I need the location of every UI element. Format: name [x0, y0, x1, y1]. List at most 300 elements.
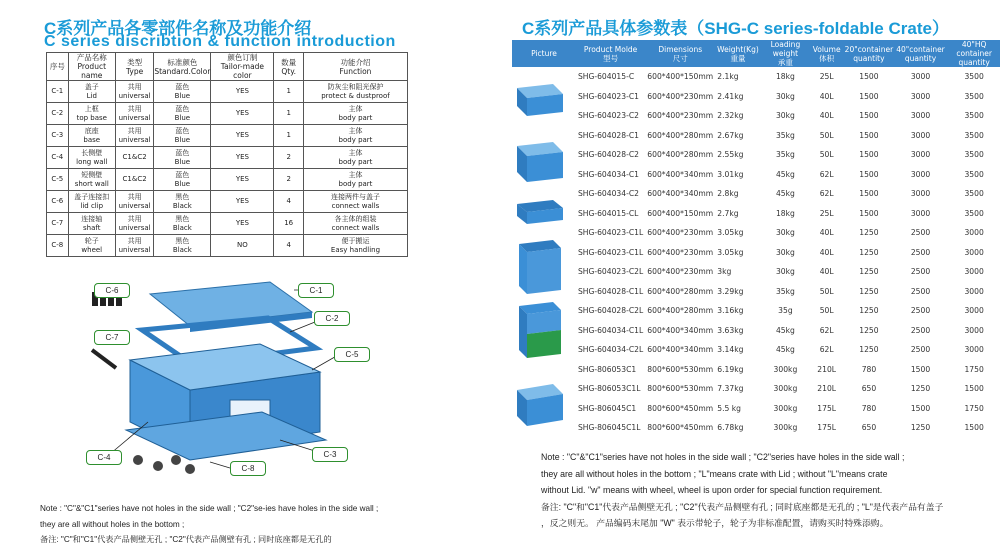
spec-cell-dim: 600*400*230mm: [647, 91, 714, 101]
parts-cell-text: C-5: [51, 175, 64, 184]
parts-table-row: [47, 81, 408, 103]
spec-cell-load: 35kg: [775, 286, 795, 296]
spec-cell-q40: 2500: [910, 267, 931, 277]
crate-photo: [513, 300, 565, 362]
spec-header-text: Loading weight: [770, 40, 801, 58]
parts-table-cell: [68, 125, 115, 147]
spec-table-row: [512, 282, 1000, 302]
shaft-part: [92, 350, 116, 368]
spec-header-text: 40"container: [896, 44, 945, 54]
parts-cell-text: universal: [118, 91, 151, 100]
parts-cell-text: 连接轴: [81, 215, 103, 223]
spec-table: [512, 40, 1000, 438]
parts-header-cell: [47, 53, 69, 81]
parts-table-cell: [115, 81, 153, 103]
parts-cell-text: long wall: [76, 157, 108, 166]
spec-cell-vol: 50L: [819, 150, 834, 160]
parts-cell-text: C-8: [51, 241, 64, 250]
spec-table-row: [512, 106, 1000, 126]
parts-cell-text: Blue: [174, 179, 191, 188]
spec-cell-q40: 1500: [910, 364, 931, 374]
spec-cell-q40: 2500: [910, 306, 931, 316]
spec-table-row: [512, 418, 1000, 438]
parts-header-text: Function: [339, 66, 372, 76]
spec-cell-q20: 1500: [859, 208, 879, 218]
spec-cell-qhq: 3500: [964, 72, 984, 82]
parts-cell-text: universal: [118, 223, 151, 232]
spec-table-row: [512, 243, 1000, 263]
parts-cell-text: 蓝色: [175, 105, 190, 113]
parts-cell-text: C-3: [51, 131, 64, 140]
spec-cell-dim: 600*400*150mm: [647, 72, 714, 82]
spec-cell-vol: 40L: [819, 267, 834, 277]
spec-cell-dim: 600*400*280mm: [647, 286, 714, 296]
spec-cell-q20: 1250: [859, 306, 879, 316]
parts-table-cell: [211, 103, 274, 125]
callout-c2: C-2: [314, 311, 350, 326]
spec-cell-model: SHG-604015-CL: [577, 208, 639, 218]
spec-header-text: Picture: [531, 49, 557, 58]
spec-cell-q40: 2500: [910, 247, 931, 257]
spec-cell-weight: 3.05kg: [717, 247, 744, 257]
parts-cell-text: wheel: [81, 245, 103, 254]
parts-cell-text: 主体: [348, 127, 363, 135]
spec-cell-vol: 40L: [819, 228, 834, 238]
parts-table-cell: [47, 191, 69, 213]
parts-table-cell: [211, 81, 274, 103]
right-note-line5: ，反之则无。 产品编码末尾加 "W" 表示带轮子，轮子为非标准配置，请购买时特殊添购。: [541, 518, 889, 528]
parts-cell-text: 盖子: [84, 83, 99, 91]
parts-cell-text: 共用: [127, 83, 142, 91]
parts-table-cell: [47, 147, 69, 169]
spec-cell-model: SHG-806053C1: [577, 364, 637, 374]
spec-cell-load: 30kg: [775, 267, 795, 277]
parts-table-cell: [47, 169, 69, 191]
parts-cell-text: protect & dustproof: [321, 91, 390, 100]
parts-cell-text: 黑色: [175, 215, 190, 223]
crate-photo: [513, 138, 565, 186]
parts-cell-text: 2: [286, 175, 291, 184]
spec-cell-q20: 1500: [859, 91, 879, 101]
parts-cell-text: 蓝色: [175, 83, 190, 91]
spec-cell-weight: 2.32kg: [717, 111, 744, 121]
spec-cell-weight: 7.37kg: [717, 384, 744, 394]
spec-cell-qhq: 3500: [964, 208, 984, 218]
left-title-cn: C系列产品各零部件名称及功能介绍: [44, 19, 312, 38]
spec-cell-qhq: 3500: [964, 150, 984, 160]
parts-cell-text: 黑色: [175, 193, 190, 201]
parts-header-cell: [154, 53, 211, 81]
spec-cell-dim: 600*400*150mm: [647, 208, 714, 218]
spec-cell-dim: 600*400*230mm: [647, 247, 714, 257]
spec-cell-load: 300kg: [773, 364, 798, 374]
parts-table-row: [47, 125, 408, 147]
parts-table-cell: [154, 147, 211, 169]
parts-cell-text: 1: [286, 87, 291, 96]
spec-table-row: [512, 301, 1000, 321]
parts-cell-text: C1&C2: [122, 153, 147, 162]
parts-cell-text: body part: [338, 113, 373, 122]
parts-table-cell: [115, 191, 153, 213]
spec-header-cell: [715, 40, 760, 67]
spec-cell-model: SHG-604028-C2L: [577, 306, 644, 316]
parts-cell-text: C-6: [51, 197, 64, 206]
spec-cell-model: SHG-604015-C: [577, 72, 635, 82]
parts-table-cell: [115, 125, 153, 147]
spec-cell-model: SHG-604028-C2: [577, 150, 639, 160]
callout-c3: C-3: [312, 447, 348, 462]
spec-cell-q40: 3000: [910, 150, 931, 160]
spec-cell-load: 30kg: [775, 111, 795, 121]
spec-cell-load: 30kg: [775, 228, 795, 238]
crate-photo: [513, 80, 565, 120]
spec-cell-load: 18kg: [775, 72, 795, 82]
spec-header-cell: [843, 40, 895, 67]
spec-cell-load: 30kg: [775, 247, 795, 257]
spec-header-text: quantity: [904, 53, 937, 63]
spec-cell-qhq: 1750: [964, 403, 984, 413]
spec-cell-q40: 2500: [910, 228, 931, 238]
parts-header-cell: [68, 53, 115, 81]
parts-cell-text: 长侧壁: [81, 149, 103, 157]
spec-cell-q40: 1500: [910, 403, 931, 413]
spec-cell-dim: 600*400*340mm: [647, 169, 714, 179]
spec-cell-q20: 1250: [859, 267, 879, 277]
parts-cell-text: 共用: [127, 237, 142, 245]
spec-cell-q20: 650: [861, 423, 877, 433]
parts-cell-text: short wall: [74, 179, 109, 188]
parts-cell-text: 主体: [348, 171, 363, 179]
spec-table-row: [512, 184, 1000, 204]
parts-cell-text: Black: [172, 223, 192, 232]
parts-table-cell: [211, 125, 274, 147]
spec-cell-weight: 2.8kg: [717, 189, 739, 199]
left-title-en: C series discribtion & function introduction: [44, 33, 396, 50]
spec-cell-model: SHG-806053C1L: [577, 384, 641, 394]
spec-cell-dim: 600*400*340mm: [647, 325, 714, 335]
parts-table-cell: [303, 213, 407, 235]
spec-cell-q40: 1250: [910, 384, 931, 394]
spec-cell-q20: 780: [861, 403, 877, 413]
spec-cell-q20: 1250: [859, 247, 879, 257]
spec-cell-q20: 650: [861, 384, 877, 394]
spec-cell-q20: 1250: [859, 345, 879, 355]
spec-cell-load: 300kg: [773, 423, 798, 433]
callout-c6: C-6: [94, 283, 130, 298]
spec-cell-model: SHG-604023-C1L: [577, 228, 644, 238]
parts-header-text: Standard.Color: [154, 66, 211, 76]
parts-cell-text: connect walls: [331, 201, 380, 210]
parts-cell-text: lid clip: [80, 201, 104, 210]
parts-cell-text: 底座: [84, 127, 99, 135]
parts-table-cell: [303, 191, 407, 213]
spec-cell-q40: 3000: [910, 189, 931, 199]
left-note-line2: they are all without holes in the bottom ;: [40, 519, 185, 529]
parts-table-row: [47, 147, 408, 169]
spec-cell-q40: 3000: [910, 208, 931, 218]
parts-cell-text: 各主体的组装: [334, 215, 377, 223]
spec-cell-vol: 25L: [819, 72, 834, 82]
parts-table-cell: [68, 213, 115, 235]
parts-cell-text: YES: [235, 131, 249, 140]
parts-header-text: 标准颜色: [167, 57, 198, 67]
parts-cell-text: universal: [118, 201, 151, 210]
spec-header-text: quantity: [958, 58, 990, 67]
parts-table-cell: [211, 147, 274, 169]
spec-cell-weight: 3kg: [717, 267, 732, 277]
spec-cell-q40: 3000: [910, 169, 931, 179]
spec-cell-q40: 2500: [910, 345, 931, 355]
spec-cell-load: 45kg: [775, 189, 795, 199]
spec-cell-load: 300kg: [773, 384, 798, 394]
parts-header-text: Type: [125, 66, 144, 76]
spec-cell-qhq: 3000: [964, 247, 984, 257]
parts-cell-text: 共用: [127, 215, 142, 223]
spec-header-text: 40"HQ container: [956, 40, 992, 58]
spec-table-row: [512, 145, 1000, 165]
parts-cell-text: shaft: [83, 223, 101, 232]
spec-cell-weight: 3.16kg: [717, 306, 744, 316]
spec-cell-weight: 2.1kg: [717, 72, 739, 82]
spec-cell-vol: 40L: [819, 111, 834, 121]
spec-header-cell: [946, 40, 1000, 67]
spec-cell-model: SHG-604028-C1: [577, 130, 639, 140]
right-note-line3: without Lid. "w" means with wheel, wheel is upon order for special function requirement.: [541, 485, 883, 495]
parts-table-cell: [68, 147, 115, 169]
parts-cell-text: C-7: [51, 219, 64, 228]
spec-cell-qhq: 3000: [964, 345, 984, 355]
spec-cell-vol: 62L: [819, 189, 834, 199]
spec-cell-dim: 600*400*280mm: [647, 306, 714, 316]
parts-cell-text: universal: [118, 135, 151, 144]
parts-table-row: [47, 235, 408, 257]
parts-cell-text: 蓝色: [175, 171, 190, 179]
spec-cell-dim: 600*400*230mm: [647, 111, 714, 121]
parts-table-cell: [303, 125, 407, 147]
parts-cell-text: 4: [286, 241, 291, 250]
parts-cell-text: body part: [338, 157, 373, 166]
parts-cell-text: C-4: [51, 153, 64, 162]
spec-table-row: [512, 223, 1000, 243]
spec-header-text: 承重: [777, 58, 793, 67]
parts-table-cell: [303, 103, 407, 125]
spec-cell-qhq: 1500: [964, 423, 984, 433]
parts-cell-text: YES: [235, 219, 249, 228]
parts-cell-text: Easy handling: [330, 245, 381, 254]
right-note-line1: Note : "C"&"C1"series have not holes in the side wall ; "C2"series have holes in the side wall ;: [541, 452, 905, 462]
spec-table-row: [512, 87, 1000, 107]
left-note-line1: Note : "C"&"C1"series have not holes in the side wall ; "C2"se-ies have holes in the side wall ;: [40, 504, 379, 513]
left-note-line3: 备注: "C"和"C1"代表产品侧壁无孔 ; "C2"代表产品侧壁有孔 ; 同时底座都是无孔的: [40, 535, 332, 544]
spec-header-cell: [761, 40, 811, 67]
parts-header-text: Qty.: [281, 66, 296, 76]
parts-header-text: Tailor-made color: [220, 62, 265, 80]
spec-cell-load: 35kg: [775, 130, 795, 140]
spec-cell-qhq: 3000: [964, 228, 984, 238]
spec-cell-q20: 1250: [859, 325, 879, 335]
parts-table-cell: [274, 235, 304, 257]
parts-table-cell: [211, 235, 274, 257]
spec-header-text: Weight(Kg): [717, 44, 759, 54]
parts-table-cell: [47, 235, 69, 257]
spec-table-row: [512, 262, 1000, 282]
callout-c7: C-7: [94, 330, 130, 345]
spec-cell-qhq: 1750: [964, 364, 984, 374]
parts-cell-text: Black: [172, 245, 192, 254]
spec-header-text: Dimensions: [658, 44, 703, 54]
spec-cell-q20: 1250: [859, 228, 879, 238]
parts-cell-text: base: [83, 135, 101, 144]
parts-table-cell: [274, 191, 304, 213]
parts-header-text: 类型: [127, 57, 143, 67]
parts-table-cell: [303, 81, 407, 103]
parts-table-cell: [47, 213, 69, 235]
spec-cell-qhq: 3000: [964, 286, 984, 296]
parts-header-cell: [211, 53, 274, 81]
spec-cell-vol: 50L: [819, 306, 834, 316]
spec-header-cell: [895, 40, 947, 67]
parts-cell-text: Black: [172, 201, 192, 210]
parts-cell-text: 便于搬运: [341, 237, 370, 245]
spec-table-row: [512, 360, 1000, 380]
parts-cell-text: body part: [338, 135, 373, 144]
parts-header-cell: [303, 53, 407, 81]
spec-cell-weight: 2.41kg: [717, 91, 744, 101]
spec-cell-vol: 50L: [819, 286, 834, 296]
parts-cell-text: 16: [284, 219, 294, 228]
spec-cell-dim: 600*400*280mm: [647, 150, 714, 160]
spec-table-row: [512, 165, 1000, 185]
spec-cell-load: 35kg: [775, 150, 795, 160]
spec-cell-q20: 1500: [859, 72, 879, 82]
spec-cell-q20: 1500: [859, 111, 879, 121]
spec-cell-load: 30kg: [775, 91, 795, 101]
spec-cell-vol: 25L: [819, 208, 834, 218]
spec-cell-model: SHG-806045C1: [577, 403, 637, 413]
parts-table-cell: [154, 169, 211, 191]
spec-cell-model: SHG-806045C1L: [577, 423, 641, 433]
parts-table: [46, 52, 408, 257]
parts-cell-text: 主体: [348, 149, 363, 157]
spec-cell-dim: 600*400*340mm: [647, 189, 714, 199]
spec-cell-weight: 3.14kg: [717, 345, 744, 355]
spec-cell-vol: 62L: [819, 169, 834, 179]
parts-table-cell: [303, 169, 407, 191]
parts-table-cell: [68, 191, 115, 213]
parts-cell-text: 共用: [127, 193, 142, 201]
spec-cell-model: SHG-604034-C1: [577, 169, 639, 179]
parts-cell-text: Blue: [174, 135, 191, 144]
parts-table-cell: [115, 147, 153, 169]
spec-cell-model: SHG-604023-C1: [577, 91, 639, 101]
parts-table-cell: [211, 169, 274, 191]
spec-cell-qhq: 1500: [964, 384, 984, 394]
parts-table-row: [47, 213, 408, 235]
crate-photo: [513, 198, 565, 226]
parts-cell-text: 2: [286, 153, 291, 162]
parts-table-header: [47, 53, 408, 81]
spec-cell-model: SHG-604023-C2L: [577, 267, 644, 277]
spec-cell-q20: 1500: [859, 169, 879, 179]
spec-table-header: [512, 40, 1000, 67]
parts-table-cell: [154, 213, 211, 235]
callout-c4: C-4: [86, 450, 122, 465]
callout-c1: C-1: [298, 283, 334, 298]
parts-table-cell: [68, 169, 115, 191]
parts-table-row: [47, 191, 408, 213]
spec-cell-q20: 1500: [859, 189, 879, 199]
parts-table-cell: [274, 213, 304, 235]
parts-table-cell: [154, 191, 211, 213]
parts-table-cell: [68, 103, 115, 125]
spec-picture-cell: [512, 360, 576, 380]
spec-cell-qhq: 3500: [964, 169, 984, 179]
parts-cell-text: C1&C2: [122, 175, 147, 184]
parts-cell-text: 黑色: [175, 237, 190, 245]
spec-cell-weight: 6.78kg: [717, 423, 744, 433]
parts-table-row: [47, 103, 408, 125]
spec-cell-weight: 3.01kg: [717, 169, 744, 179]
parts-cell-text: YES: [235, 197, 249, 206]
spec-header-text: 20"container: [844, 44, 894, 54]
crate-photo: [513, 238, 565, 300]
spec-cell-load: 35g: [778, 306, 793, 316]
spec-cell-dim: 600*400*340mm: [647, 345, 714, 355]
parts-table-cell: [115, 169, 153, 191]
spec-cell-qhq: 3000: [964, 267, 984, 277]
spec-table-row: [512, 67, 1000, 87]
spec-header-text: Volume: [812, 44, 841, 54]
spec-cell-weight: 2.67kg: [717, 130, 744, 140]
spec-cell-vol: 40L: [819, 91, 834, 101]
spec-cell-load: 45kg: [775, 325, 795, 335]
parts-cell-text: 连接两件与盖子: [330, 193, 380, 201]
spec-cell-dim: 800*600*450mm: [647, 403, 714, 413]
parts-cell-text: body part: [338, 179, 373, 188]
parts-cell-text: 共用: [127, 127, 142, 135]
parts-table-cell: [274, 125, 304, 147]
spec-table-row: [512, 321, 1000, 341]
spec-table-row: [512, 126, 1000, 146]
parts-table-cell: [154, 81, 211, 103]
right-note-line2: they are all without holes in the bottom ; "L"means crate with Lid ; without "L"means crate: [541, 468, 888, 479]
spec-table-row: [512, 340, 1000, 360]
spec-cell-load: 300kg: [773, 403, 798, 413]
parts-table-cell: [274, 169, 304, 191]
parts-header-cell: [274, 53, 304, 81]
parts-cell-text: 1: [286, 109, 291, 118]
spec-cell-vol: 40L: [819, 247, 834, 257]
spec-cell-load: 45kg: [775, 345, 795, 355]
parts-header-cell: [115, 53, 153, 81]
spec-cell-qhq: 3500: [964, 189, 984, 199]
parts-cell-text: Lid: [86, 91, 97, 100]
parts-header-text: 功能介绍: [340, 57, 371, 67]
spec-cell-q40: 2500: [910, 286, 931, 296]
spec-header-text: 尺寸: [672, 53, 688, 63]
parts-cell-text: 蓝色: [175, 149, 190, 157]
spec-table-row: [512, 399, 1000, 419]
spec-cell-dim: 600*400*230mm: [647, 267, 714, 277]
spec-cell-q40: 1250: [910, 423, 931, 433]
parts-table-cell: [274, 147, 304, 169]
spec-cell-dim: 600*400*230mm: [647, 228, 714, 238]
spec-cell-model: SHG-604023-C1L: [577, 247, 644, 257]
parts-cell-text: C-2: [51, 109, 64, 118]
crate-photo: [513, 380, 565, 430]
parts-table-cell: [303, 147, 407, 169]
spec-header-cell: [576, 40, 645, 67]
